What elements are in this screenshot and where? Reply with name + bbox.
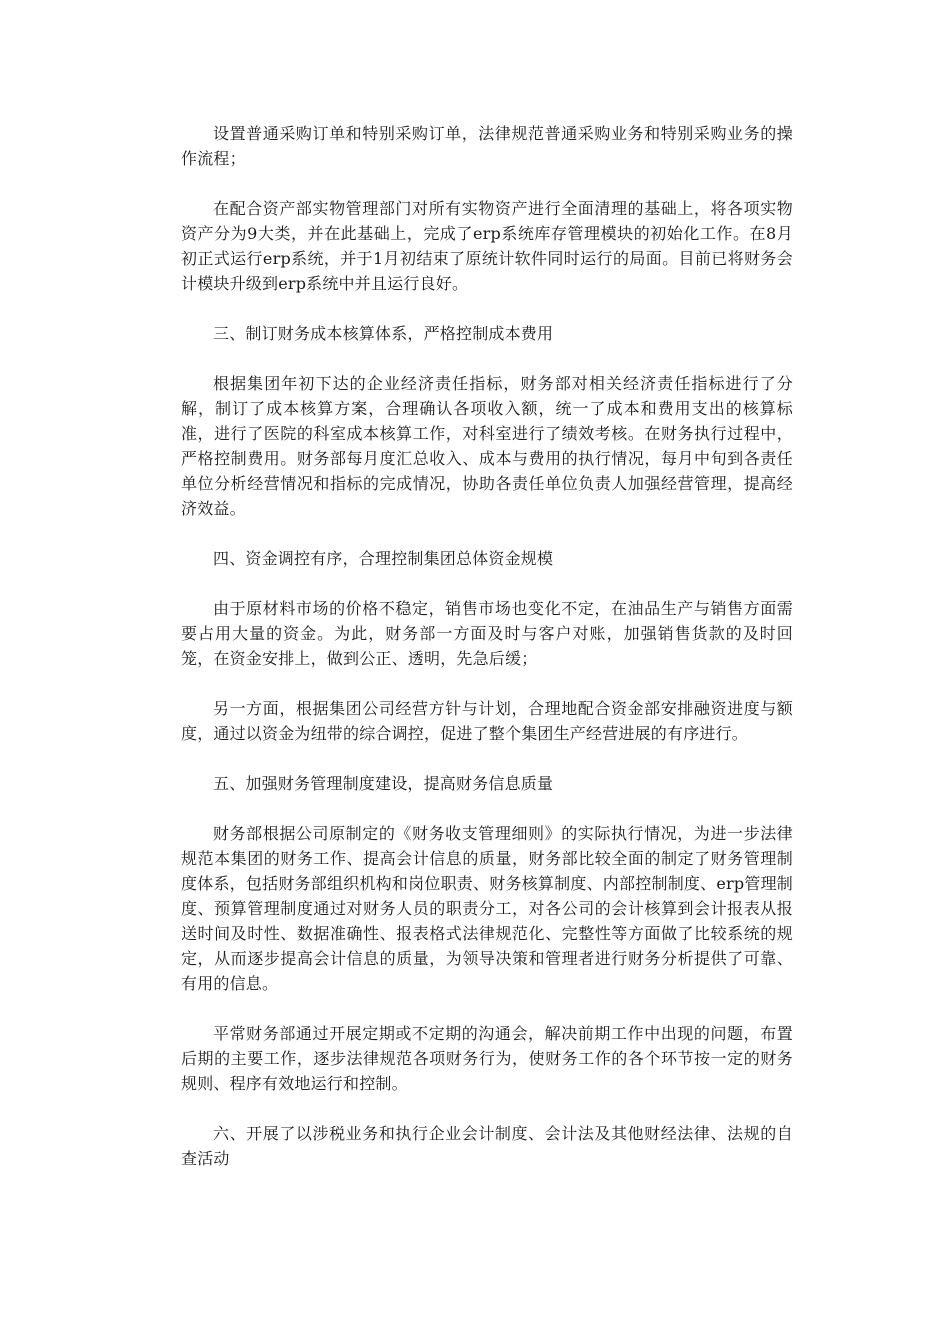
- paragraph: 财务部根据公司原制定的《财务收支管理细则》的实际执行情况，为进一步法律规范本集团的财务工作、提高会计信息的质量，财务部比较全面的制定了财务管理制度体系，包括财务部组织机构和岗位职责、财务核算制度、内部控制制度、erp管理制度、预算管理制度通过对财务人员的职责分工，对各公司的会计核算到会计报表从报送时间及时性、数据准确性、报表格式法律规范化、完整性等方面做了比较系统的规定，从而逐步提高会计信息的质量，为领导决策和管理者进行财务分析提供了可靠、有用的信息。: [181, 824, 793, 993]
- section-heading: 六、开展了以涉税业务和执行企业会计制度、会计法及其他财经法律、法规的自查活动: [181, 1124, 793, 1168]
- section-heading: 四、资金调控有序，合理控制集团总体资金规模: [213, 549, 554, 568]
- paragraph: 在配合资产部实物管理部门对所有实物资产进行全面清理的基础上，将各项实物资产分为9大类，并在此基础上，完成了erp系统库存管理模块的初始化工作。在8月初正式运行erp系统，并于1月初结束了原统计软件同时运行的局面。目前已将财务会计模块升级到erp系统中并且运行良好。: [181, 199, 793, 293]
- paragraph: 平常财务部通过开展定期或不定期的沟通会，解决前期工作中出现的问题，布置后期的主要工作，逐步法律规范各项财务行为，使财务工作的各个环节按一定的财务规则、程序有效地运行和控制。: [181, 1024, 793, 1093]
- section-heading: 五、加强财务管理制度建设，提高财务信息质量: [213, 774, 554, 793]
- paragraph: 由于原材料市场的价格不稳定，销售市场也变化不定，在油品生产与销售方面需要占用大量的资金。为此，财务部一方面及时与客户对账，加强销售货款的及时回笼，在资金安排上，做到公正、透明，先急后缓；: [181, 599, 793, 668]
- paragraph: 设置普通采购订单和特别采购订单，法律规范普通采购业务和特别采购业务的操作流程；: [181, 124, 793, 168]
- document-page: [181, 121, 793, 1196]
- paragraph: 另一方面，根据集团公司经营方针与计划，合理地配合资金部安排融资进度与额度，通过以资金为纽带的综合调控，促进了整个集团生产经营进展的有序进行。: [181, 699, 793, 743]
- section-heading: 三、制订财务成本核算体系，严格控制成本费用: [213, 324, 554, 343]
- paragraph: 根据集团年初下达的企业经济责任指标，财务部对相关经济责任指标进行了分解，制订了成本核算方案，合理确认各项收入额，统一了成本和费用支出的核算标准，进行了医院的科室成本核算工作，对科室进行了绩效考核。在财务执行过程中，严格控制费用。财务部每月度汇总收入、成本与费用的执行情况，每月中旬到各责任单位分析经营情况和指标的完成情况，协助各责任单位负责人加强经营管理，提高经济效益。: [181, 374, 793, 518]
